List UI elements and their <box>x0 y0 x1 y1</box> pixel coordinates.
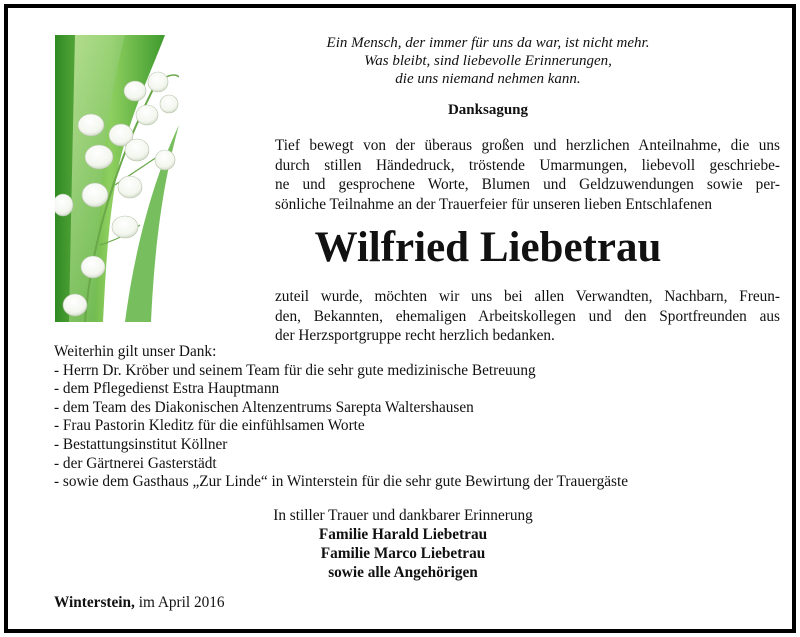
deceased-name: Wilfried Liebetrau <box>314 224 662 271</box>
place: Winterstein, <box>54 594 135 611</box>
closing-line: In stiller Trauer und dankbarer Erinnerung <box>273 507 533 524</box>
list-item: - Herrn Dr. Kröber und seinem Team für die sehr gute medizinische Betreuung <box>54 361 536 379</box>
paragraph-intro <box>275 136 780 214</box>
list-item: - der Gärtnerei Gasterstädt <box>54 454 217 472</box>
place-and-date <box>54 594 225 612</box>
poem-line: Was bleibt, sind liebevolle Erinnerungen, <box>364 53 612 69</box>
thanks-intro: Weiterhin gilt unser Dank: <box>54 343 217 360</box>
obituary-card <box>4 4 796 633</box>
poem <box>258 34 718 88</box>
list-item: - Bestattungsinstitut Köllner <box>54 435 228 453</box>
lily-of-the-valley-image <box>55 35 179 322</box>
family-name: Familie Harald Liebetrau <box>318 526 488 543</box>
paragraph-line: zuteil wurde, möchten wir uns bei allen Verwandten, Nachbarn, Freun- <box>275 288 780 305</box>
closing-signature <box>208 506 598 582</box>
family-name: Familie Marco Liebetrau <box>320 545 486 562</box>
paragraph-line: ne und gesprochene Worte, Blumen und Geldzuwendungen sowie per- <box>275 176 780 193</box>
paragraph-line: durch stillen Händedruck, tröstende Umarmungen, liebevoll geschriebe- <box>275 156 780 174</box>
paragraph-line: der Herzsportgruppe recht herzlich bedanken. <box>275 327 555 344</box>
list-item: - dem Pflegedienst Estra Hauptmann <box>54 380 280 398</box>
list-item: - dem Team des Diakonischen Altenzentrums Sarepta Waltershausen <box>54 398 474 416</box>
list-item: - sowie dem Gasthaus „Zur Linde“ in Winterstein für die sehr gute Bewirtung der Trauergäste <box>54 473 629 491</box>
paragraph-line: Tief bewegt von der überaus großen und herzlichen Anteilnahme, die uns <box>275 137 780 154</box>
date: im April 2016 <box>134 594 225 611</box>
heading: Danksagung <box>447 102 529 118</box>
poem-line: Ein Mensch, der immer für uns da war, ist nicht mehr. <box>326 35 650 51</box>
poem-line: die uns niemand nehmen kann. <box>395 71 581 87</box>
paragraph-line: den, Bekannten, ehemaligen Arbeitskollegen und den Sportfreunden aus <box>275 307 780 325</box>
list-item: - Frau Pastorin Kleditz für die einfühlsamen Worte <box>54 417 365 435</box>
paragraph-thanks <box>275 287 780 346</box>
thanks-list <box>54 343 628 492</box>
paragraph-line: sönliche Teilnahme an der Trauerfeier für unseren lieben Entschlafenen <box>275 195 712 213</box>
relatives-line: sowie alle Angehörigen <box>328 564 478 581</box>
